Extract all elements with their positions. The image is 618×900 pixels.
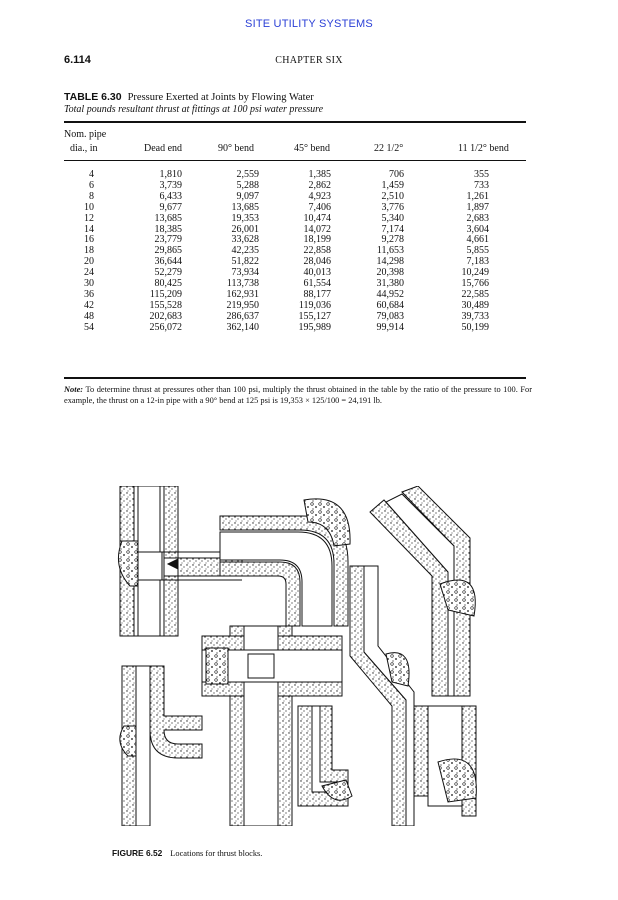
table-cell: 99,914 bbox=[376, 321, 404, 333]
table-cell: 13,685 bbox=[231, 201, 259, 213]
table-cell: 119,036 bbox=[298, 299, 331, 311]
table-cell: 60,684 bbox=[376, 299, 404, 311]
figure-caption bbox=[112, 848, 262, 858]
table-cell: 79,083 bbox=[376, 310, 404, 322]
table-cell: 31,380 bbox=[376, 278, 404, 290]
table-cell: 54 bbox=[84, 321, 94, 333]
table-top-rule bbox=[64, 121, 526, 123]
column-45-bend bbox=[279, 170, 331, 334]
table-cell: 28,046 bbox=[303, 256, 331, 268]
table-cell: 33,628 bbox=[231, 234, 259, 246]
table-cell: 18,385 bbox=[154, 223, 182, 235]
table-cell: 73,934 bbox=[231, 267, 259, 279]
note-label: Note: bbox=[64, 385, 84, 394]
table-cell: 9,097 bbox=[236, 190, 259, 202]
table-cell: 2,510 bbox=[381, 190, 404, 202]
table-cell: 13,685 bbox=[154, 212, 182, 224]
note-text: To determine thrust at pressures other than 100 psi, multiply the thrust obtained in the table by the ratio of the pressure to 100. For example, the thrust on a 12-in pipe with a 90° bend at 125 psi is 19,353 × 125/100 = 24,191 lb. bbox=[64, 385, 532, 405]
table-cell: 14,072 bbox=[303, 223, 331, 235]
table-cell: 50,199 bbox=[461, 321, 489, 333]
table-cell: 155,127 bbox=[298, 310, 331, 322]
table-cell: 16 bbox=[84, 234, 94, 246]
table-cell: 7,174 bbox=[381, 223, 404, 235]
table-cell: 80,425 bbox=[154, 278, 182, 290]
table-cell: 1,810 bbox=[159, 169, 182, 180]
table-cell: 355 bbox=[474, 169, 489, 180]
table-cell: 5,288 bbox=[236, 179, 259, 191]
table-cell: 162,931 bbox=[226, 288, 259, 300]
table-cell: 14 bbox=[84, 223, 94, 235]
table-cell: 42,235 bbox=[231, 245, 259, 257]
table-cell: 3,739 bbox=[159, 179, 182, 191]
table-cell: 18,199 bbox=[303, 234, 331, 246]
header-diameter-line1: Nom. pipe bbox=[64, 129, 107, 140]
table-cell: 1,897 bbox=[466, 201, 489, 213]
table-cell: 10,249 bbox=[461, 267, 489, 279]
table-cell: 9,278 bbox=[381, 234, 404, 246]
header-90-bend: 90° bend bbox=[218, 143, 254, 154]
table-cell: 2,559 bbox=[236, 169, 259, 180]
table-cell: 6,433 bbox=[159, 190, 182, 202]
table-cell: 44,952 bbox=[376, 288, 404, 300]
table-cell: 22,858 bbox=[303, 245, 331, 257]
table-title-text: Pressure Exerted at Joints by Flowing Water bbox=[127, 92, 314, 103]
column-diameter bbox=[66, 170, 94, 334]
running-head: SITE UTILITY SYSTEMS bbox=[245, 18, 373, 30]
column-22-bend bbox=[352, 170, 404, 334]
table-cell: 88,177 bbox=[303, 288, 331, 300]
table-cell: 4,661 bbox=[466, 234, 489, 246]
offset-bend-fitting-drawing bbox=[350, 566, 414, 826]
table-cell: 22,585 bbox=[461, 288, 489, 300]
table-cell: 48 bbox=[84, 310, 94, 322]
bend-lower-right-fitting-drawing bbox=[414, 706, 476, 816]
chapter-title: CHAPTER SIX bbox=[275, 55, 343, 66]
table-cell: 2,862 bbox=[308, 179, 331, 191]
table-cell: 733 bbox=[474, 179, 489, 191]
table-cell: 7,406 bbox=[308, 201, 331, 213]
table-cell: 195,989 bbox=[298, 321, 331, 333]
figure-label: FIGURE 6.52 bbox=[112, 848, 163, 858]
table-cell: 24 bbox=[84, 267, 94, 279]
table-cell: 1,385 bbox=[308, 169, 331, 180]
table-cell: 286,637 bbox=[226, 310, 259, 322]
page-number: 6.114 bbox=[64, 54, 91, 66]
table-note bbox=[64, 384, 532, 406]
column-dead-end bbox=[130, 170, 182, 334]
table-cell: 5,340 bbox=[381, 212, 404, 224]
header-diameter-line2: dia., in bbox=[70, 143, 98, 154]
table-cell: 7,183 bbox=[466, 256, 489, 268]
bend-90-fitting-drawing bbox=[220, 499, 350, 626]
table-cell: 51,822 bbox=[231, 256, 259, 268]
table-cell: 362,140 bbox=[226, 321, 259, 333]
figure-caption-text: Locations for thrust blocks. bbox=[170, 849, 263, 858]
bend-lower-fitting-drawing bbox=[298, 706, 352, 806]
table-cell: 19,353 bbox=[231, 212, 259, 224]
table-cell: 30 bbox=[84, 278, 94, 290]
tee-lower-fitting-drawing bbox=[120, 666, 202, 826]
tee-fitting-drawing bbox=[118, 486, 242, 636]
table-cell: 1,459 bbox=[381, 179, 404, 191]
column-11-bend bbox=[437, 170, 489, 334]
thrust-block-figure bbox=[102, 486, 508, 826]
table-label: TABLE 6.30 bbox=[64, 91, 122, 103]
table-cell: 9,677 bbox=[159, 201, 182, 213]
table-cell: 3,776 bbox=[381, 201, 404, 213]
table-cell: 30,489 bbox=[461, 299, 489, 311]
table-cell: 29,865 bbox=[154, 245, 182, 257]
table-cell: 202,683 bbox=[149, 310, 182, 322]
table-cell: 36,644 bbox=[154, 256, 182, 268]
table-cell: 256,072 bbox=[149, 321, 182, 333]
table-cell: 5,855 bbox=[466, 245, 489, 257]
table-cell: 10,474 bbox=[303, 212, 331, 224]
table-cell: 15,766 bbox=[461, 278, 489, 290]
table-cell: 113,738 bbox=[226, 278, 259, 290]
table-cell: 4 bbox=[89, 169, 94, 180]
table-cell: 42 bbox=[84, 299, 94, 311]
table-cell: 8 bbox=[89, 190, 94, 202]
column-90-bend bbox=[207, 170, 259, 334]
table-cell: 14,298 bbox=[376, 256, 404, 268]
header-45-bend: 45° bend bbox=[294, 143, 330, 154]
table-cell: 52,279 bbox=[154, 267, 182, 279]
table-cell: 36 bbox=[84, 288, 94, 300]
table-cell: 12 bbox=[84, 212, 94, 224]
table-cell: 4,923 bbox=[308, 190, 331, 202]
table-bottom-rule bbox=[64, 377, 526, 379]
table-cell: 10 bbox=[84, 201, 94, 213]
table-cell: 1,261 bbox=[466, 190, 489, 202]
table-cell: 11,653 bbox=[376, 245, 404, 257]
header-11-bend: 11 1/2° bend bbox=[458, 143, 509, 154]
table-cell: 115,209 bbox=[149, 288, 182, 300]
table-cell: 6 bbox=[89, 179, 94, 191]
table-cell: 23,779 bbox=[154, 234, 182, 246]
table-cell: 26,001 bbox=[231, 223, 259, 235]
table-cell: 3,604 bbox=[466, 223, 489, 235]
table-title bbox=[64, 91, 314, 103]
table-cell: 2,683 bbox=[466, 212, 489, 224]
table-cell: 40,013 bbox=[303, 267, 331, 279]
table-cell: 155,528 bbox=[149, 299, 182, 311]
table-cell: 39,733 bbox=[461, 310, 489, 322]
table-cell: 706 bbox=[389, 169, 404, 180]
table-header-rule bbox=[64, 160, 526, 161]
header-22-bend: 22 1/2° bbox=[374, 143, 404, 154]
table-cell: 61,554 bbox=[303, 278, 331, 290]
table-cell: 219,950 bbox=[226, 299, 259, 311]
table-cell: 20 bbox=[84, 256, 94, 268]
header-dead-end: Dead end bbox=[144, 143, 183, 154]
table-cell: 18 bbox=[84, 245, 94, 257]
table-subtitle: Total pounds resultant thrust at fittings at 100 psi water pressure bbox=[64, 104, 324, 115]
table-cell: 20,398 bbox=[376, 267, 404, 279]
